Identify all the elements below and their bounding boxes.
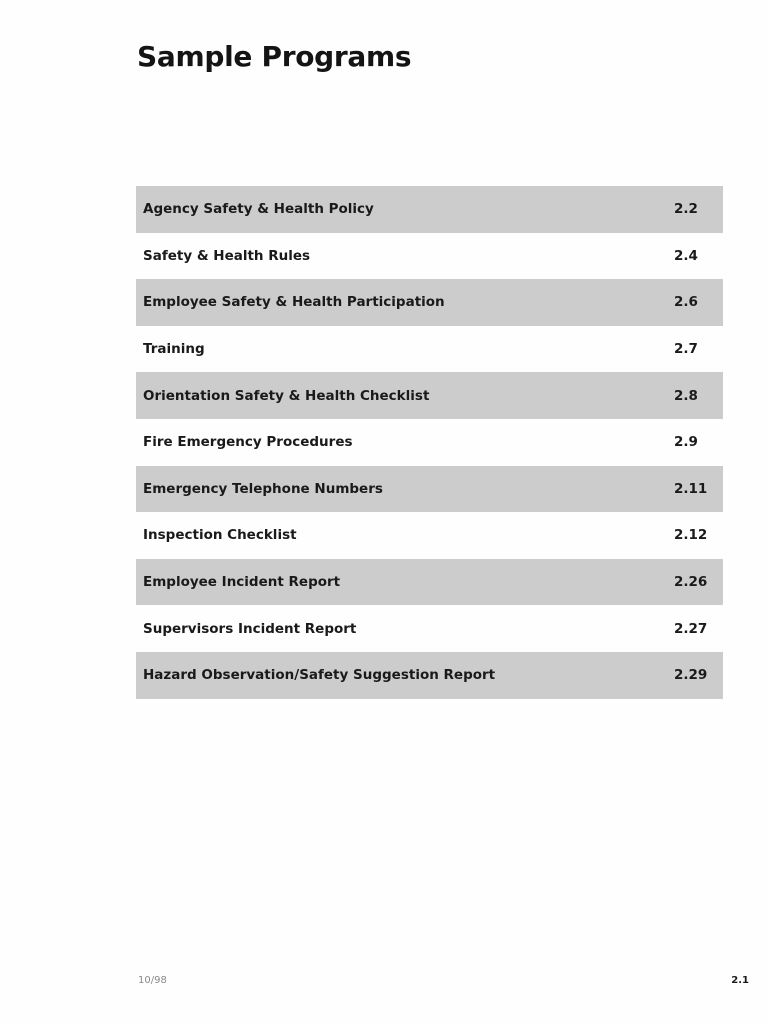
toc-entry-label: Inspection Checklist	[143, 527, 297, 544]
toc-row-employee-participation[interactable]	[136, 279, 723, 326]
toc-row-fire-emergency-procedures[interactable]	[136, 419, 723, 466]
toc-entry-label: Orientation Safety & Health Checklist	[143, 387, 430, 404]
toc-entry-page: 2.29	[674, 667, 708, 684]
toc-entry-page: 2.11	[674, 480, 708, 497]
toc-entry-label: Employee Incident Report	[143, 574, 341, 591]
toc-entry-label: Employee Safety & Health Participation	[143, 294, 445, 311]
toc-row-emergency-telephone-numbers[interactable]	[136, 466, 723, 513]
toc-entry-page: 2.4	[674, 247, 698, 264]
toc-entry-page: 2.26	[674, 574, 708, 591]
toc-entry-page: 2.9	[674, 434, 698, 451]
toc-entry-page: 2.12	[674, 527, 708, 544]
toc-row-employee-incident-report[interactable]	[136, 559, 723, 606]
toc-entry-label: Emergency Telephone Numbers	[143, 480, 383, 497]
toc-entry-label: Training	[143, 341, 205, 358]
toc-row-hazard-observation-report[interactable]	[136, 652, 723, 699]
toc-entry-page: 2.27	[674, 620, 708, 637]
footer-date: 10/98	[138, 975, 167, 986]
toc-entry-page: 2.2	[674, 201, 698, 218]
toc-row-safety-health-rules[interactable]	[136, 233, 723, 280]
toc-row-orientation-checklist[interactable]	[136, 372, 723, 419]
toc-entry-label: Fire Emergency Procedures	[143, 434, 353, 451]
toc-row-supervisors-incident-report[interactable]	[136, 605, 723, 652]
toc-entry-label: Hazard Observation/Safety Suggestion Report	[143, 667, 496, 684]
toc-entry-page: 2.8	[674, 387, 698, 404]
toc-row-agency-safety-health-policy[interactable]	[136, 186, 723, 233]
footer-page-number: 2.1	[731, 975, 749, 986]
toc-row-training[interactable]	[136, 326, 723, 373]
toc-entry-page: 2.7	[674, 341, 698, 358]
toc-entry-label: Supervisors Incident Report	[143, 620, 357, 637]
page-title: Sample Programs	[137, 40, 412, 73]
toc-entry-label: Safety & Health Rules	[143, 247, 311, 264]
toc-row-inspection-checklist[interactable]	[136, 512, 723, 559]
table-of-contents	[136, 186, 723, 699]
toc-entry-label: Agency Safety & Health Policy	[143, 201, 374, 218]
toc-entry-page: 2.6	[674, 294, 698, 311]
